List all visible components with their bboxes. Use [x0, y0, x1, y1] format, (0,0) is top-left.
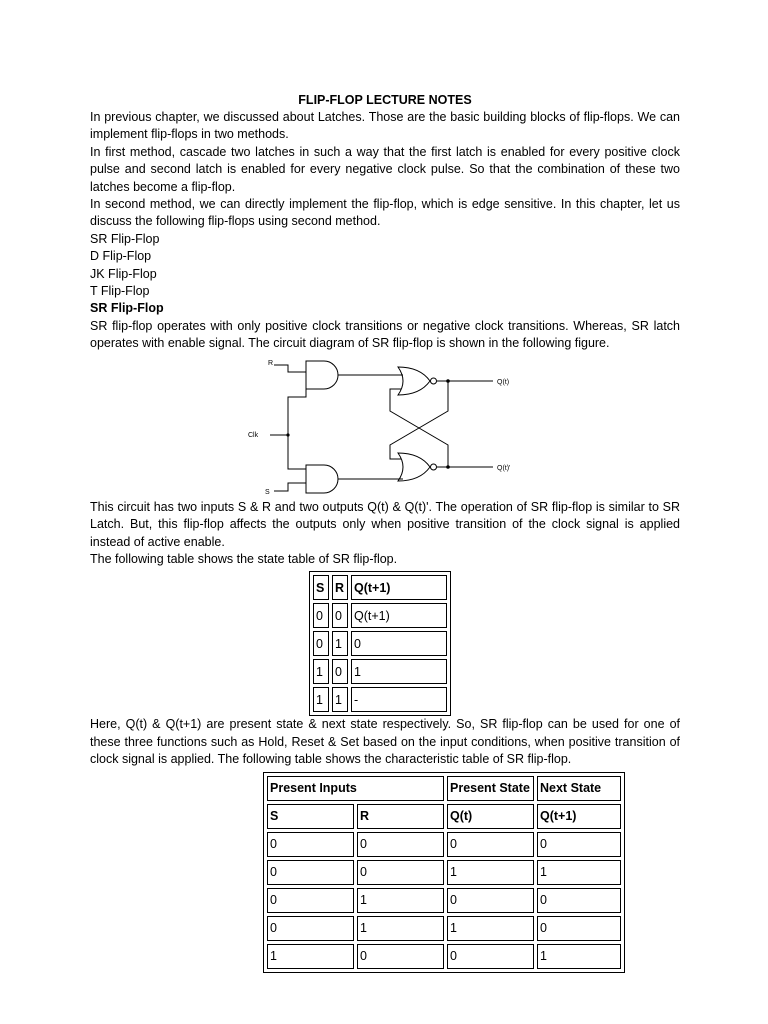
- table-row: [313, 687, 447, 712]
- table-group-header-cell: Next State: [537, 776, 621, 801]
- table-cell: 0: [332, 659, 348, 684]
- table-group-header-cell: Present State: [447, 776, 534, 801]
- table-cell: 1: [447, 860, 534, 885]
- table-cell: 1: [332, 631, 348, 656]
- list-item-jk: JK Flip-Flop: [90, 266, 157, 281]
- table-cell: 1: [267, 944, 354, 969]
- intro-paragraph-2: In first method, cascade two latches in such a way that the first latch is enabled for every positive clock pulse and second latch is enabled for every negative clock pulse. So that the combination of these two latches become a flip-flop.: [90, 144, 680, 194]
- table-cell: 0: [537, 916, 621, 941]
- table-cell: 1: [313, 659, 329, 684]
- list-item-sr: SR Flip-Flop: [90, 231, 160, 246]
- document-title: FLIP-FLOP LECTURE NOTES: [298, 93, 472, 107]
- s-input-wire: [274, 483, 306, 491]
- table-cell: 0: [313, 631, 329, 656]
- table-row: [267, 860, 621, 885]
- table-header-cell: Q(t+1): [537, 804, 621, 829]
- table-row: [267, 916, 621, 941]
- section-paragraph: SR flip-flop operates with only positive clock transitions or negative clock transitions. Whereas, SR latch operates with enable signal. The circuit diagram of SR flip-flop is shown in the following figure.: [90, 318, 680, 351]
- upper-and-gate: [306, 361, 338, 389]
- upper-nor-gate: [398, 367, 430, 395]
- table-row: [313, 631, 447, 656]
- clk-wire-upper: [288, 379, 306, 435]
- table-cell: 0: [537, 888, 621, 913]
- table-cell: 0: [447, 888, 534, 913]
- table-cell: 0: [267, 888, 354, 913]
- table-header-cell: S: [267, 804, 354, 829]
- label-q: Q(t): [497, 378, 510, 386]
- table-cell: 0: [447, 944, 534, 969]
- state-table: [309, 571, 451, 716]
- list-item-d: D Flip-Flop: [90, 249, 152, 264]
- label-r: R: [268, 359, 274, 367]
- table-row: [267, 776, 621, 801]
- table-header-cell: R: [357, 804, 444, 829]
- table-group-header-cell: Present Inputs: [267, 776, 444, 801]
- table-cell: 0: [267, 860, 354, 885]
- table-row: [313, 575, 447, 600]
- table-cell: 0: [357, 832, 444, 857]
- table-row: [267, 888, 621, 913]
- table-cell: 1: [447, 916, 534, 941]
- table-header-cell: R: [332, 575, 348, 600]
- table-row: [267, 832, 621, 857]
- table-cell: 0: [313, 603, 329, 628]
- table-cell: 1: [357, 888, 444, 913]
- list-item-t: T Flip-Flop: [90, 284, 150, 299]
- lower-nor-bubble: [431, 464, 437, 470]
- paragraph-after-diagram: This circuit has two inputs S & R and two outputs Q(t) & Q(t)'. The operation of SR flip-flop is similar to SR Latch. But, this flip-flop affects the outputs only when positive transition of the clock signal is applied instead of active enable.: [90, 499, 680, 549]
- lower-nor-gate: [398, 453, 430, 481]
- table-row: [267, 944, 621, 969]
- intro-paragraph-1: In previous chapter, we discussed about Latches. Those are the basic building blocks of flip-flops. We can implement flip-flops in two methods.: [90, 110, 680, 142]
- clk-wire-lower: [288, 435, 306, 475]
- r-input-wire: [274, 365, 306, 372]
- table-cell: 0: [537, 832, 621, 857]
- table-cell: 1: [313, 687, 329, 712]
- table-cell: -: [351, 687, 447, 712]
- table-row: [313, 603, 447, 628]
- paragraph-after-state-table: Here, Q(t) & Q(t+1) are present state & next state respectively. So, SR flip-flop can be used for one of these three functions such as Hold, Reset & Set based on the input conditions, when positive transition of clock signal is applied. The following table shows the characteristic table of SR flip-flop.: [90, 717, 680, 767]
- table-cell: 0: [357, 860, 444, 885]
- table-header-cell: Q(t): [447, 804, 534, 829]
- table-cell: 0: [332, 603, 348, 628]
- table-cell: 0: [267, 832, 354, 857]
- intro-paragraph-3: In second method, we can directly implement the flip-flop, which is edge sensitive. In this chapter, let us discuss the following flip-flops using second method.: [90, 197, 680, 229]
- sr-flip-flop-circuit-diagram: [248, 357, 528, 499]
- table-cell: 1: [537, 860, 621, 885]
- characteristic-table: [263, 772, 625, 973]
- table-cell: Q(t+1): [351, 603, 447, 628]
- upper-nor-bubble: [431, 378, 437, 384]
- table-row: [267, 804, 621, 829]
- document-page: [90, 92, 680, 973]
- table-cell: 0: [447, 832, 534, 857]
- state-table-intro: The following table shows the state table of SR flip-flop.: [90, 551, 398, 566]
- table-header-cell: Q(t+1): [351, 575, 447, 600]
- table-cell: 1: [332, 687, 348, 712]
- table-row: [313, 659, 447, 684]
- table-cell: 1: [537, 944, 621, 969]
- table-cell: 1: [357, 916, 444, 941]
- table-cell: 0: [267, 916, 354, 941]
- lower-and-gate: [306, 465, 338, 493]
- feedback-wire-qbar: [390, 389, 448, 467]
- label-s: S: [265, 488, 270, 496]
- section-heading: SR Flip-Flop: [90, 301, 164, 316]
- feedback-wire-q: [390, 381, 448, 459]
- label-clk: Clk: [248, 431, 259, 439]
- table-header-cell: S: [313, 575, 329, 600]
- table-cell: 0: [351, 631, 447, 656]
- table-cell: 1: [351, 659, 447, 684]
- label-qbar: Q(t)': [497, 464, 511, 472]
- table-cell: 0: [357, 944, 444, 969]
